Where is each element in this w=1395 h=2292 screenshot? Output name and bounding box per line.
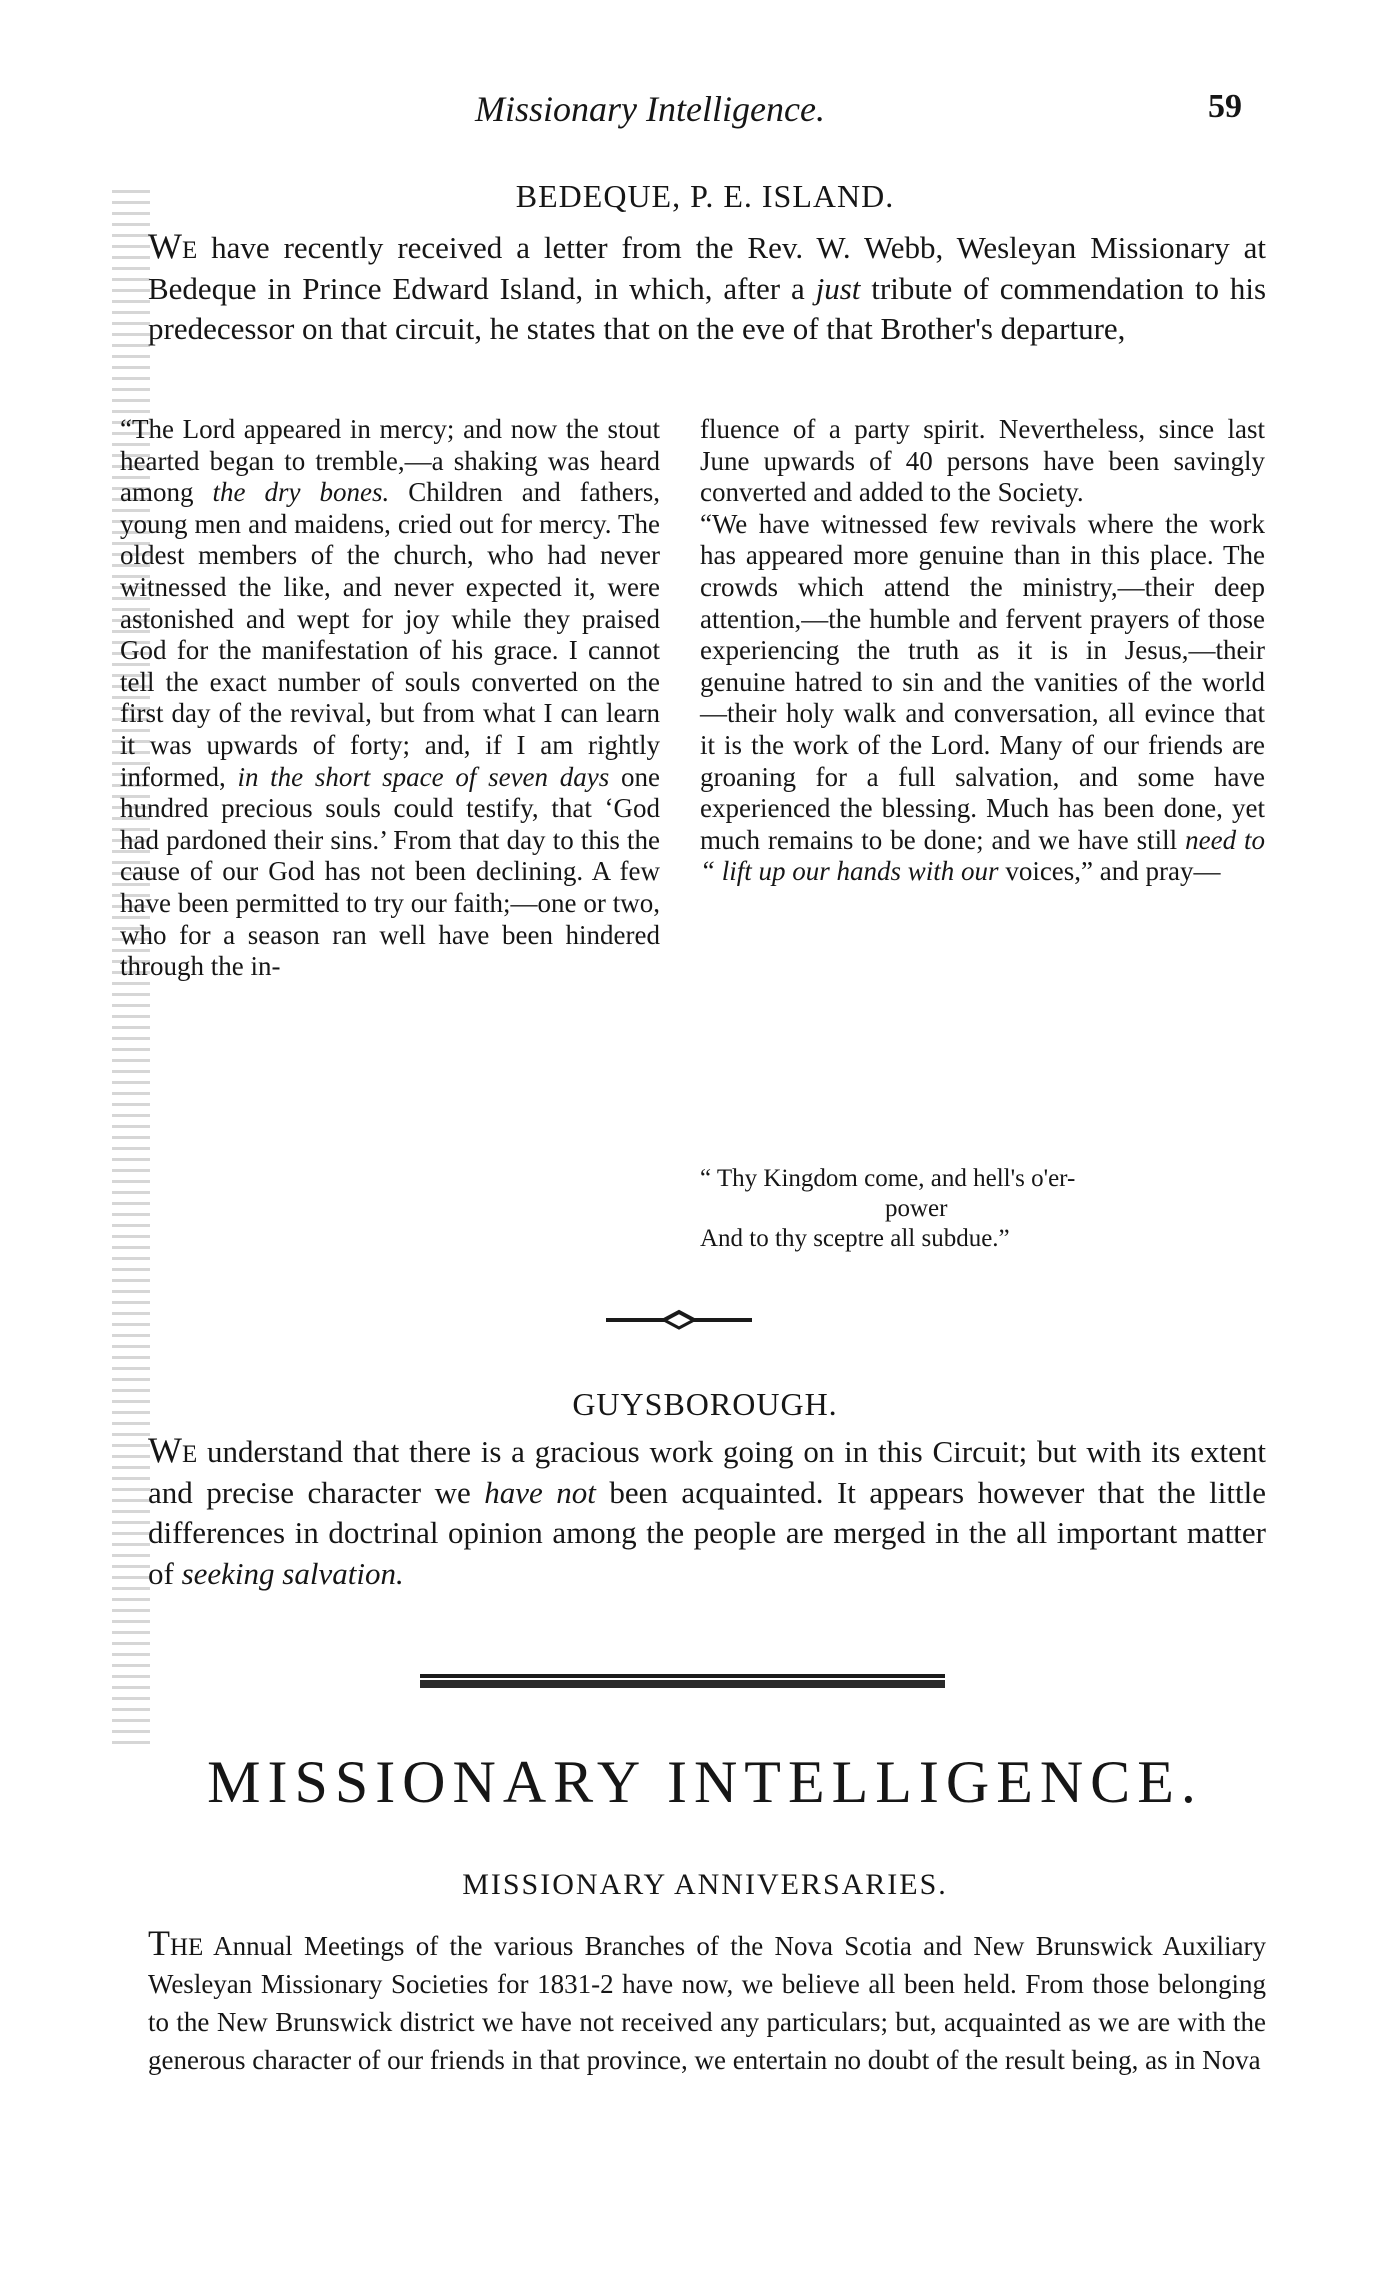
guysborough-paragraph: We understand that there is a gracious work going on in this Circuit; but with its extent and precise character we have not been acquainted. It appears however that the little differences in doctrinal opinion among the people are merged in the all important matter of seeking salvation. bbox=[148, 1430, 1266, 1591]
bedeque-intro-paragraph: We have recently received a letter from the Rev. W. Webb, Wesleyan Missionary at Bedeque in Prince Edward Island, in which, after a just tribute of commendation to his predecessor on that circuit, he states that on the eve of that Brother's departure, bbox=[148, 226, 1267, 346]
right-column-text: fluence of a party spirit. Nevertheless, since last June upwards of 40 persons have been savingly converted and added to the Society. “We have witnessed few revivals where the work has appeared more genuine than in this place. The crowds which attend the ministry,—their deep attention,—the humble and fervent prayers of those experiencing the truth as it is in Jesus,—their genuine hatred to sin and the vanities of the world—their holy walk and conversation, all evince that it is the work of the Lord. Many of our friends are groaning for a full salvation, and some have experienced the blessing. Much has been done, yet much remains to be done; and we have still need to “ lift up our hands with our voices,” and pray— bbox=[700, 414, 1265, 887]
left-column-text: “The Lord appeared in mercy; and now the stout hearted began to tremble,—a shaking was heard among the dry bones. Children and fathers, young men and maidens, cried out for mercy. The oldest members of the church, who had never witnessed the like, and never expected it, were astonished and wept for joy while they praised God for the manifestation of his grace. I cannot tell the exact number of souls converted on the first day of the revival, but from what I can learn it was upwards of forty; and, if I am rightly informed, in the short space of seven days one hundred precious souls could testify, that ‘God had pardoned their sins.’ From that day to this the cause of our God has not been declining. A few have been permitted to try our faith;—one or two, who for a season ran well have been hindered through the in- bbox=[120, 414, 660, 982]
section-divider-ornament bbox=[604, 1308, 754, 1332]
verse-line-3: And to thy sceptre all subdue.” bbox=[700, 1225, 1010, 1252]
thick-rule-divider bbox=[420, 1672, 945, 1690]
hymn-verse bbox=[700, 1164, 1265, 1254]
running-title: Missionary Intelligence. bbox=[475, 89, 825, 129]
verse-line-2: power bbox=[885, 1195, 948, 1222]
dropcap: We bbox=[148, 1430, 198, 1470]
anniversaries-paragraph: The Annual Meetings of the various Branches of the Nova Scotia and New Brunswick Auxiliary Wesleyan Missionary Societies for 1831-2 have now, we believe all been held. From those belonging to the New Brunswick district we have not received any particulars; but, acquainted as we are with the generous character of our friends in that province, we entertain no doubt of the result being, as in Nova bbox=[148, 1923, 1266, 2075]
page-number: 59 bbox=[1208, 88, 1242, 125]
dropcap: We bbox=[148, 226, 198, 266]
section-heading-bedeque: BEDEQUE, P. E. ISLAND. bbox=[515, 178, 895, 214]
verse-line-1: “ Thy Kingdom come, and hell's o'er- bbox=[700, 1165, 1076, 1192]
missionary-intelligence-title: MISSIONARY INTELLIGENCE. bbox=[207, 1749, 1203, 1815]
dropcap: The bbox=[148, 1923, 204, 1963]
missionary-anniversaries-subtitle: MISSIONARY ANNIVERSARIES. bbox=[462, 1868, 948, 1901]
section-heading-guysborough: GUYSBOROUGH. bbox=[572, 1386, 838, 1422]
